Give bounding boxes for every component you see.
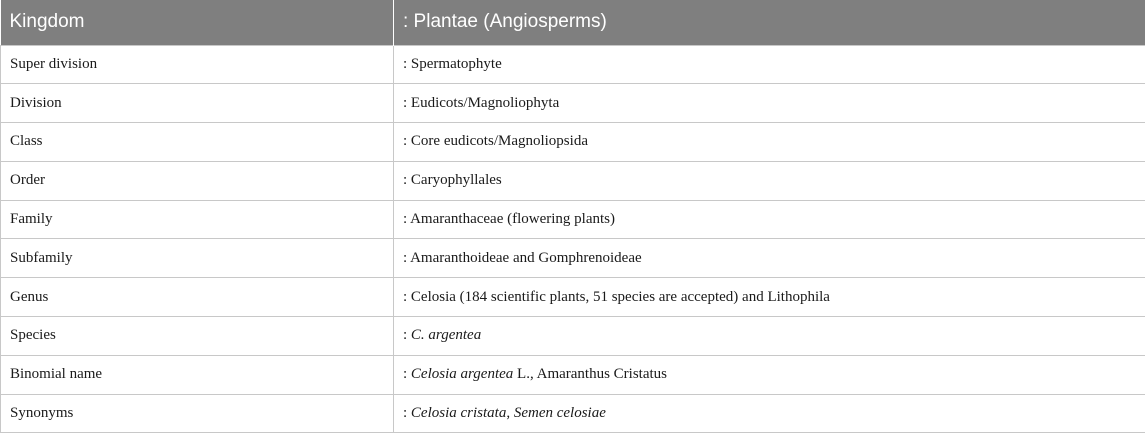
- table-row: [1, 278, 1145, 317]
- row-label: Order: [1, 161, 394, 200]
- table-row: [1, 161, 1145, 200]
- row-label: Super division: [1, 45, 394, 84]
- table-row: [1, 123, 1145, 162]
- header-kingdom-value: : Plantae (Angiosperms): [403, 11, 607, 33]
- row-value: : Eudicots/Magnoliophyta: [394, 84, 1145, 123]
- value-mid: ,: [506, 405, 514, 422]
- value-italic-2: Semen celosiae: [513, 405, 606, 422]
- table-row: [1, 239, 1145, 278]
- row-value: [394, 355, 1145, 394]
- table-row: [1, 355, 1145, 394]
- value-italic: Celosia argentea: [410, 366, 514, 383]
- row-label: Class: [1, 123, 394, 162]
- table-row: [1, 84, 1145, 123]
- table-row: [1, 200, 1145, 239]
- row-value: : Spermatophyte: [394, 45, 1145, 84]
- row-label: Division: [1, 84, 394, 123]
- table-header-row: [1, 0, 1145, 45]
- value-prefix: :: [403, 327, 411, 344]
- row-value: : Amaranthoideae and Gomphrenoideae: [394, 239, 1145, 278]
- table-row: [1, 317, 1145, 356]
- value-italic: C. argentea: [410, 327, 482, 344]
- row-label: Genus: [1, 278, 394, 317]
- value-italic: Celosia cristata: [410, 405, 507, 422]
- row-label: Species: [1, 317, 394, 356]
- row-value: : Caryophyllales: [394, 161, 1145, 200]
- row-label: Family: [1, 200, 394, 239]
- row-value: : Celosia (184 scientific plants, 51 species are accepted) and Lithophila: [394, 278, 1145, 317]
- value-prefix: :: [403, 405, 411, 422]
- row-label: Subfamily: [1, 239, 394, 278]
- header-kingdom-label: Kingdom: [1, 0, 394, 45]
- row-value: : Amaranthaceae (flowering plants): [394, 200, 1145, 239]
- row-value: : Core eudicots/Magnoliopsida: [394, 123, 1145, 162]
- table-row: [1, 45, 1145, 84]
- value-suffix: L., Amaranthus Cristatus: [513, 366, 668, 383]
- row-label: Binomial name: [1, 355, 394, 394]
- row-label: Synonyms: [1, 394, 394, 433]
- value-prefix: :: [403, 366, 411, 383]
- row-value: [394, 394, 1145, 433]
- row-value: [394, 317, 1145, 356]
- table-row: [1, 394, 1145, 433]
